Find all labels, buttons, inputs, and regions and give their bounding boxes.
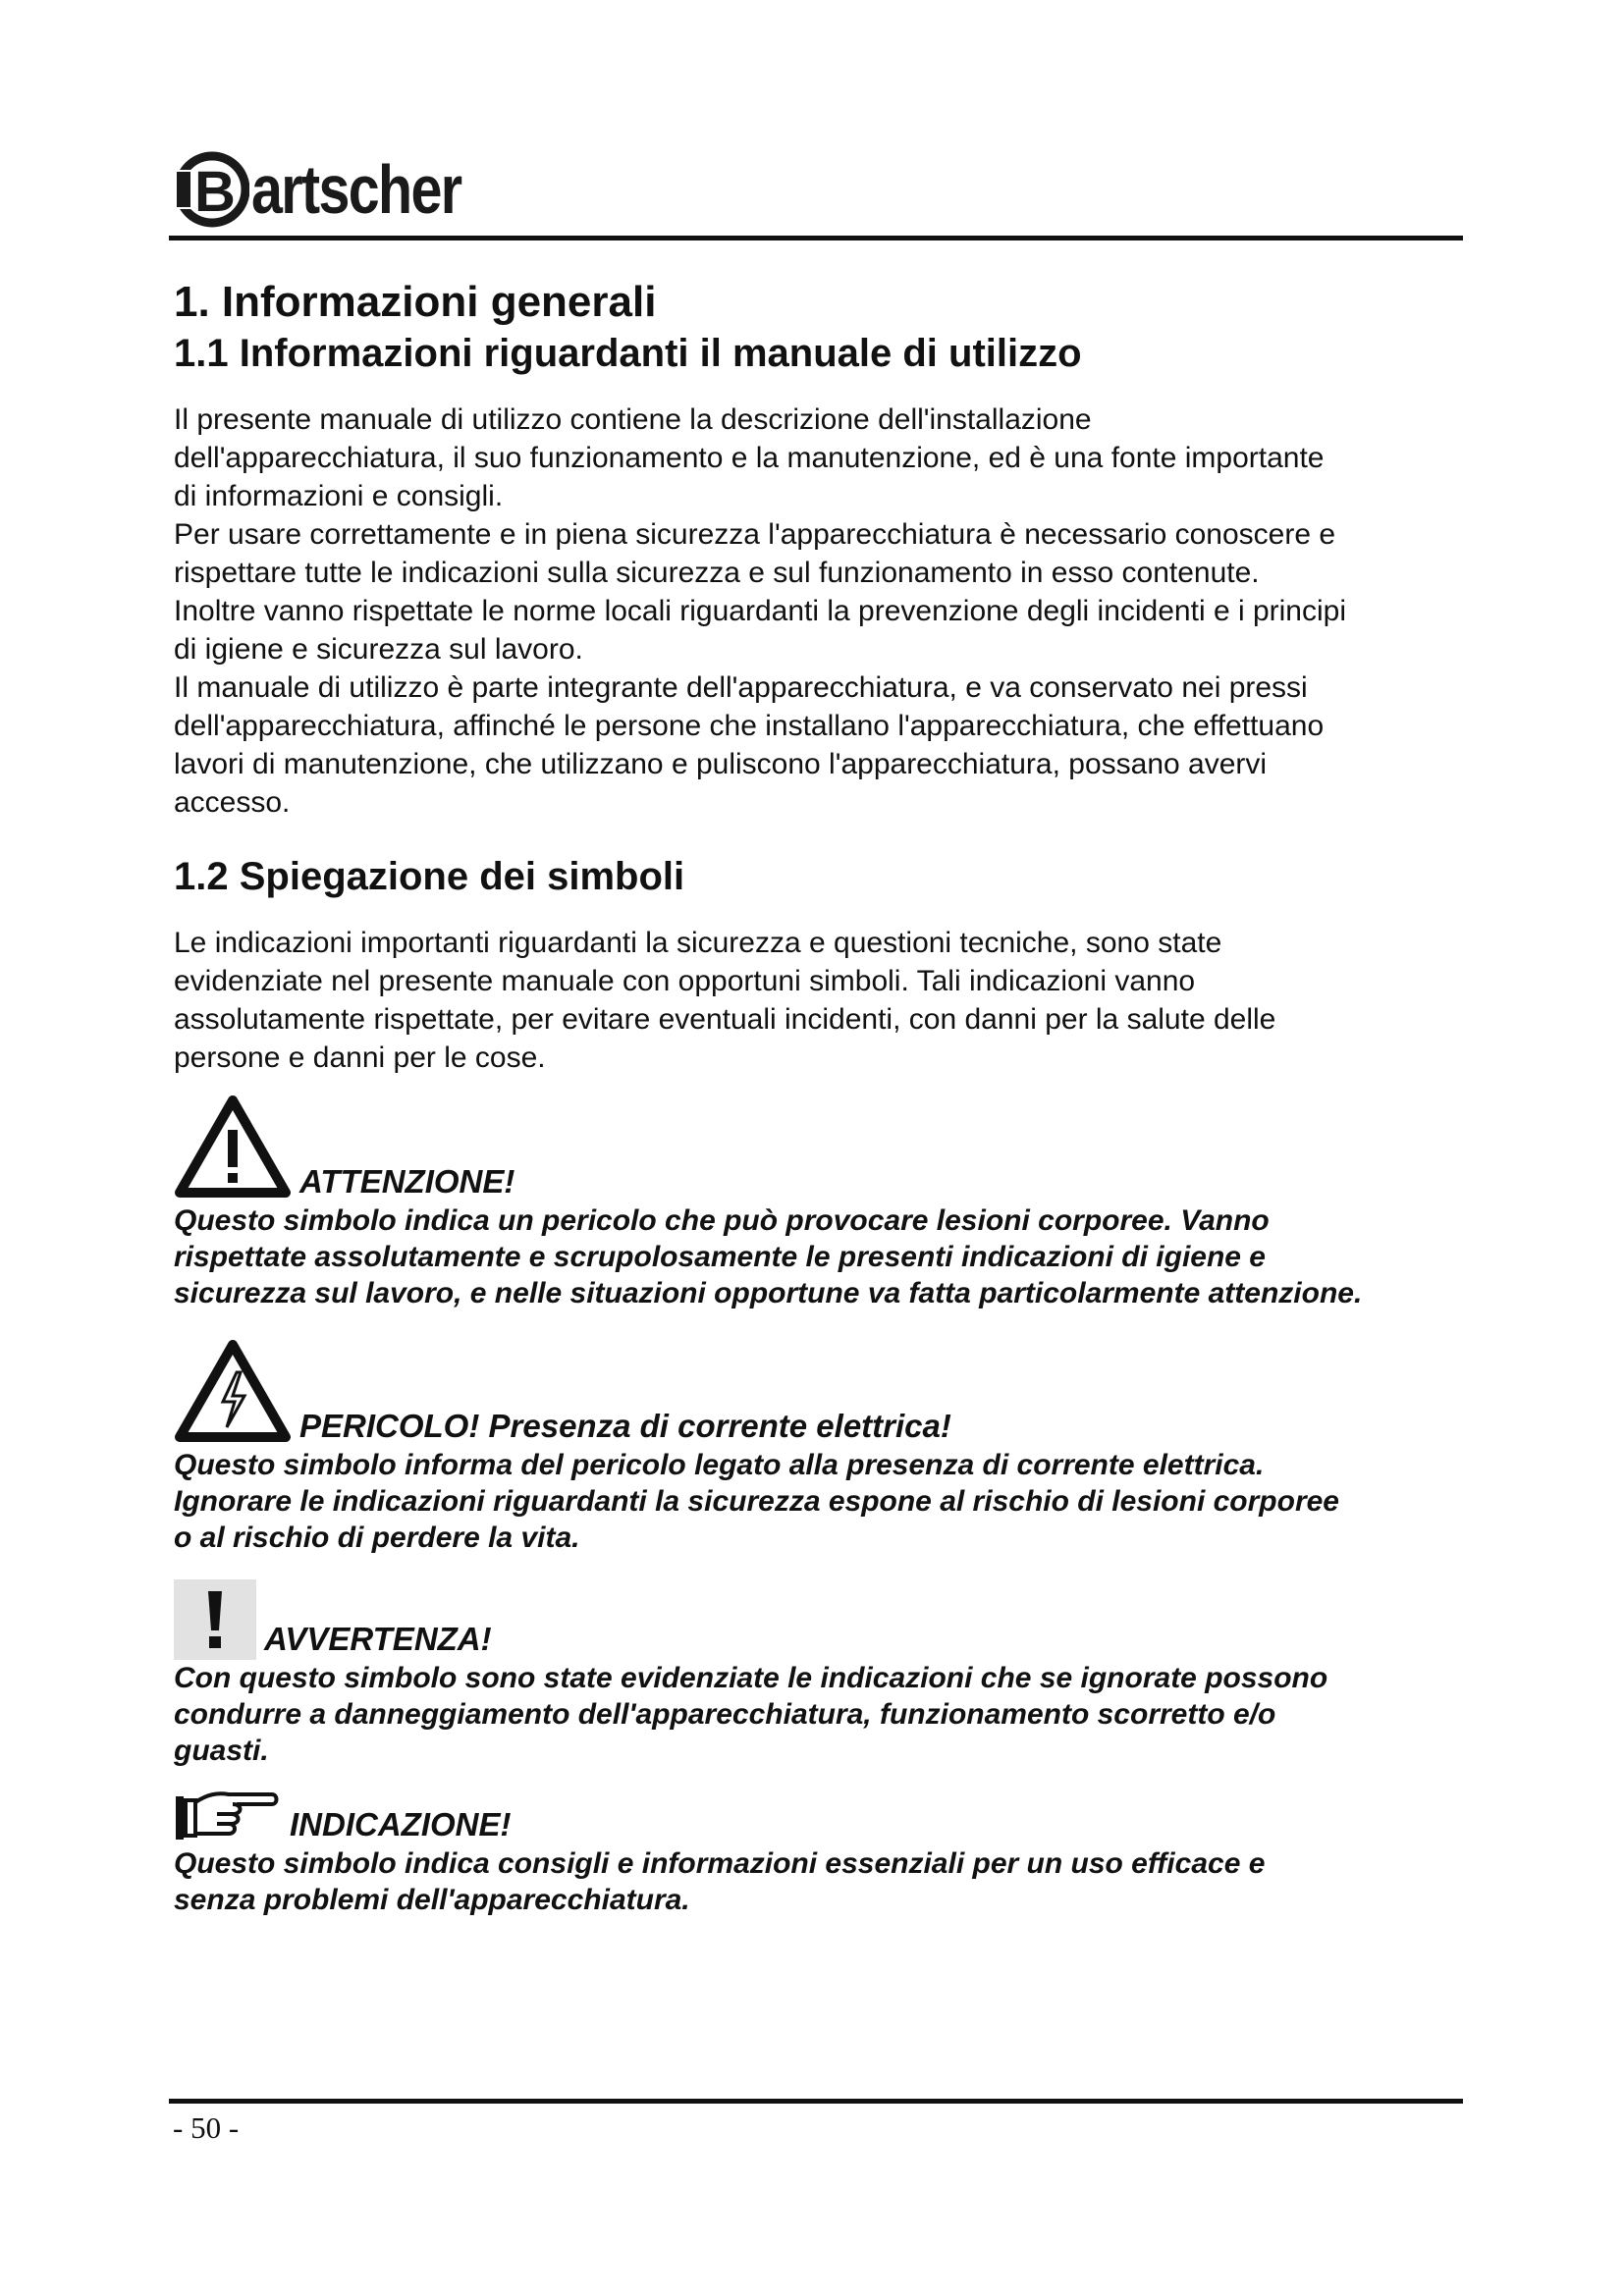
subsection-title: 1.2 Spiegazione dei simboli xyxy=(174,855,685,898)
paragraph: Le indicazioni importanti riguardanti la sicurezza e questioni tecniche, sono state evidenziate nel presente manuale con opportuni simboli. Tali indicazioni vanno assolutamente rispettate, per evitare eventuali incidenti, con danni per la salute delle persone e danni per le cose. xyxy=(174,927,1276,1074)
pointing-hand-icon xyxy=(174,1783,282,1845)
page-number: - 50 - xyxy=(173,2110,240,2145)
exclamation-icon xyxy=(174,1579,256,1660)
notice-text: Con questo simbolo sono state evidenziate le indicazioni che se ignorate possono condurre a danneggiamento dell'apparecchiatura, funzionamento scorretto e/o guasti. xyxy=(174,1662,1328,1767)
notice-pericolo xyxy=(174,1339,1509,1556)
page-content xyxy=(174,277,1509,1918)
notice-indicazione xyxy=(174,1783,1509,1918)
notice-attenzione xyxy=(174,1095,1509,1311)
notice-text: Questo simbolo indica un pericolo che può provocare lesioni corporee. Vanno rispettate assolutamente e scrupolosamente le presenti indicazioni di igiene e sicurezza sul lavoro, e nelle situazioni opportune va fatta particolarmente attenzione. xyxy=(174,1204,1363,1309)
footer-rule xyxy=(169,2099,1463,2104)
logo-letter: B xyxy=(194,160,236,224)
electric-hazard-icon xyxy=(174,1339,292,1447)
notice-text: Questo simbolo informa del pericolo legato alla presenza di corrente elettrica. Ignorare le indicazioni riguardanti la sicurezza espone al rischio di lesioni corporee o al rischio di perdere la vita. xyxy=(174,1449,1339,1554)
notice-text: Questo simbolo indica consigli e informazioni essenziali per un uso efficace e senza problemi dell'apparecchiatura. xyxy=(174,1847,1266,1916)
warning-triangle-icon xyxy=(174,1095,292,1202)
section-title: 1. Informazioni generali xyxy=(174,278,657,326)
paragraph: Per usare correttamente e in piena sicurezza l'apparecchiatura è necessario conoscere e rispettare tutte le indicazioni sulla sicurezza e sul funzionamento in esso contenute. xyxy=(174,518,1336,589)
subsection-title: 1.1 Informazioni riguardanti il manuale di utilizzo xyxy=(174,332,1082,375)
notice-title: PERICOLO! Presenza di corrente elettrica! xyxy=(299,1408,951,1444)
paragraph: Il manuale di utilizzo è parte integrante dell'apparecchiatura, e va conservato nei pressi dell'apparecchiatura, affinché le persone che installano l'apparecchiatura, che effettuano lavori di manutenzione, che utilizzano e puliscono l'apparecchiatura, possano avervi accesso. xyxy=(174,671,1325,819)
notice-title: ATTENZIONE! xyxy=(299,1163,515,1200)
notice-title: AVVERTENZA! xyxy=(264,1621,492,1657)
paragraph: Il presente manuale di utilizzo contiene la descrizione dell'installazione dell'apparecchiatura, il suo funzionamento e la manutenzione, ed è una fonte importante di informazioni e consigli. xyxy=(174,403,1325,512)
logo-text: artscher xyxy=(251,151,461,228)
bartscher-logo-icon xyxy=(173,150,249,229)
notice-avvertenza xyxy=(174,1579,1509,1769)
logo xyxy=(173,145,507,234)
paragraph: Inoltre vanno rispettate le norme locali riguardanti la prevenzione degli incidenti e i principi di igiene e sicurezza sul lavoro. xyxy=(174,595,1347,666)
header-rule xyxy=(169,236,1463,240)
notice-title: INDICAZIONE! xyxy=(290,1806,512,1842)
